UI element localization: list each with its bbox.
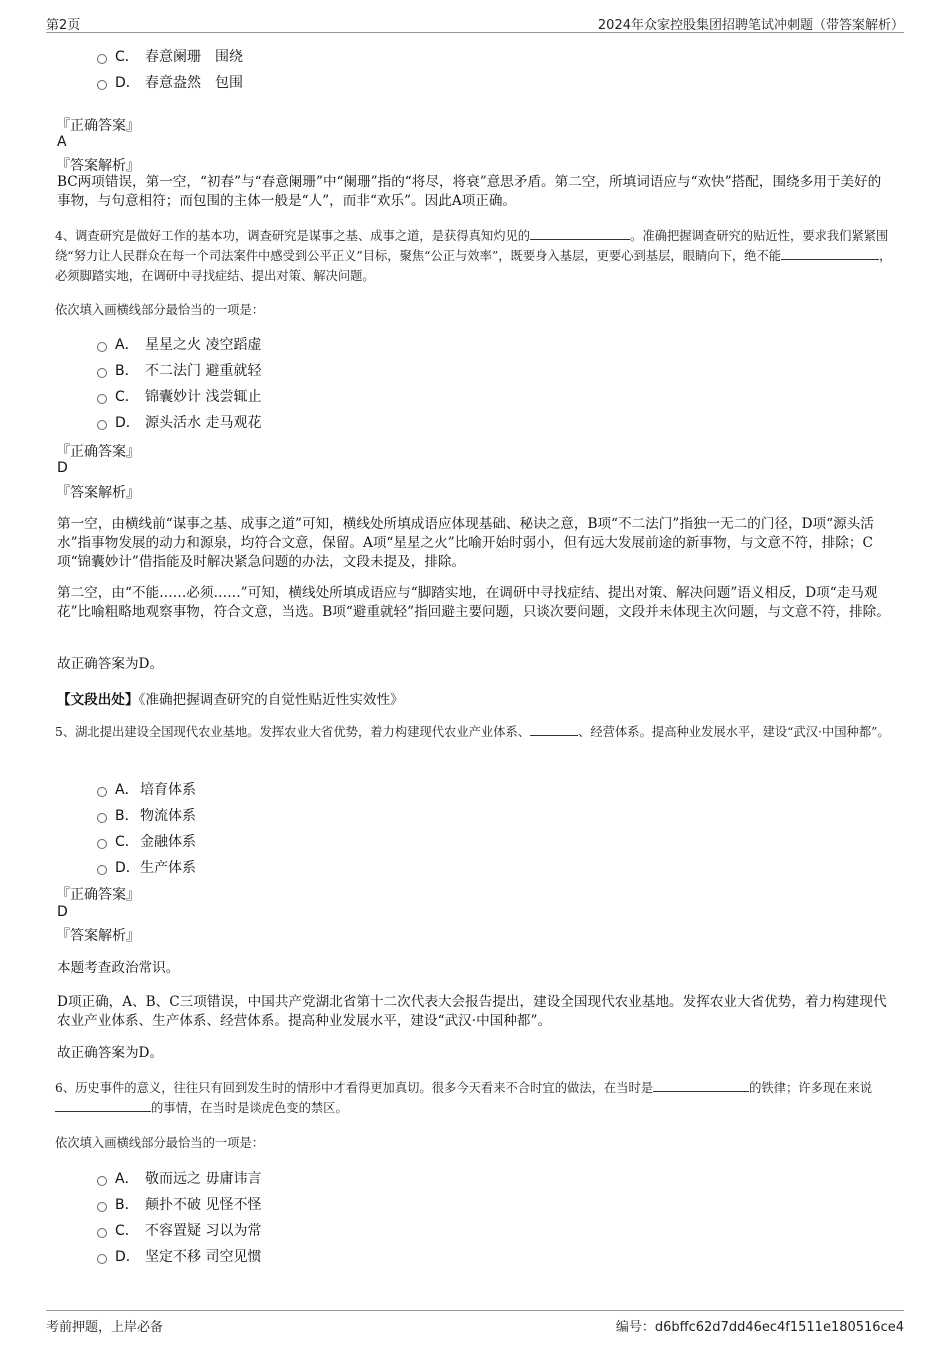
q4-analysis-p2: 第二空，由“不能……必须……”可知，横线处所填成语应与“脚踏实地，在调研中寻找症结、提出对策、解决问题”语义相反，D项“走马观花”比喻粗略地观察事物，符合文意，当选。B项“避重就轻”指回避主要问题，只谈次要问题，文段并未体现主次问题，与文意不符，排除。	[57, 585, 890, 620]
q3-answer: A	[57, 134, 67, 150]
q5-analysis-p3: 故正确答案为D。	[57, 1045, 164, 1061]
radio-icon[interactable]	[97, 787, 107, 797]
radio-icon[interactable]	[97, 394, 107, 404]
footer-slogan: 考前押题，上岸必备	[46, 1320, 164, 1335]
q6-option-b[interactable]: B． 颠扑不破 见怪不怪	[97, 1194, 261, 1214]
q5-option-c[interactable]: C． 金融体系	[97, 831, 196, 851]
q4-option-d[interactable]: D． 源头活水 走马观花	[97, 412, 261, 432]
q3-analysis-label: 『答案解析』	[56, 158, 140, 174]
blank-line	[781, 247, 879, 260]
q5-analysis-label: 『答案解析』	[56, 928, 140, 944]
radio-icon[interactable]	[97, 865, 107, 875]
q5-analysis-p2: D项正确，A、B、C三项错误，中国共产党湖北省第十二次代表大会报告提出，建设全国现代农业基地。发挥农业大省优势，着力构建现代农业产业体系、生产体系、经营体系。提高种业发展水平，建设“武汉·中国种都”。	[57, 994, 887, 1029]
q4-analysis-p1: 第一空，由横线前“谋事之基、成事之道”可知，横线处所填成语应体现基础、秘诀之意，B项“不二法门”指独一无二的门径，D项“源头活水”指事物发展的动力和源泉，均符合文意，保留。A项“星星之火”比喻开始时弱小，但有远大发展前途的新事物，与文意不符，排除；C项“锦囊妙计”借指能及时解决紧急问题的办法，文段未提及，排除。	[57, 516, 874, 570]
document-title: 2024年众家控股集团招聘笔试冲刺题（带答案解析）	[597, 18, 904, 33]
q4-stem: 4、调查研究是做好工作的基本功，调查研究是谋事之基、成事之道，是获得真知灼见的 。准确把握调查研究的贴近性，要求我们紧紧围绕“努力让人民群众在每一个司法案件中感受到公平正义”目标，聚焦“公正与效率”，既要身入基层，更要心到基层，眼睛向下，绝不能 ，必须脚踏实地，在调研中寻找症结、提出对策、解决问题。	[55, 229, 892, 283]
radio-icon[interactable]	[97, 1202, 107, 1212]
q4-prompt: 依次填入画横线部分最恰当的一项是：	[55, 303, 265, 317]
q6-option-d[interactable]: D． 坚定不移 司空见惯	[97, 1246, 261, 1266]
q4-option-c[interactable]: C． 锦囊妙计 浅尝辄止	[97, 386, 261, 406]
radio-icon[interactable]	[97, 342, 107, 352]
q6-option-a[interactable]: A． 敬而远之 毋庸讳言	[97, 1168, 261, 1188]
q5-analysis-p1: 本题考查政治常识。	[57, 960, 180, 976]
q5-option-b[interactable]: B． 物流体系	[97, 805, 196, 825]
q4-answer: D	[57, 460, 68, 476]
q6-stem: 6、历史事件的意义，往往只有回到发生时的情形中才看得更加真切。很多今天看来不合时宜的做法，在当时是 的铁律；许多现在来说的事情，在当时是谈虎色变的禁区。	[55, 1081, 873, 1115]
radio-icon[interactable]	[97, 1176, 107, 1186]
q5-option-a[interactable]: A． 培育体系	[97, 779, 196, 799]
q6-prompt: 依次填入画横线部分最恰当的一项是：	[55, 1136, 265, 1150]
q4-answer-label: 『正确答案』	[56, 444, 140, 460]
q3-option-d[interactable]: D． 春意盎然 包围	[97, 72, 243, 92]
page-header	[46, 12, 904, 33]
q5-answer: D	[57, 904, 68, 920]
blank-line	[653, 1079, 749, 1092]
radio-icon[interactable]	[97, 54, 107, 64]
q6-option-c[interactable]: C． 不容置疑 习以为常	[97, 1220, 261, 1240]
q4-option-b[interactable]: B． 不二法门 避重就轻	[97, 360, 261, 380]
blank-line	[530, 227, 630, 240]
q5-stem: 5、湖北提出建设全国现代农业基地。发挥农业大省优势，着力构建现代农业产业体系、 、经营体系。提高种业发展水平，建设“武汉·中国种都”。	[55, 725, 890, 739]
q4-source: 【文段出处】《准确把握调查研究的自觉性贴近性实效性》	[57, 692, 404, 708]
radio-icon[interactable]	[97, 1254, 107, 1264]
q3-answer-label: 『正确答案』	[56, 118, 140, 134]
radio-icon[interactable]	[97, 839, 107, 849]
document-code: 编号：d6bffc62d7dd46ec4f1511e180516ce4	[615, 1320, 904, 1335]
q3-option-c[interactable]: C． 春意阑珊 围绕	[97, 46, 243, 66]
blank-line	[530, 723, 578, 736]
page-footer	[46, 1310, 904, 1337]
radio-icon[interactable]	[97, 420, 107, 430]
q5-option-d[interactable]: D． 生产体系	[97, 857, 196, 877]
q4-analysis-p3: 故正确答案为D。	[57, 656, 164, 672]
radio-icon[interactable]	[97, 1228, 107, 1238]
radio-icon[interactable]	[97, 813, 107, 823]
radio-icon[interactable]	[97, 80, 107, 90]
q4-analysis-label: 『答案解析』	[56, 485, 140, 501]
page-number: 第2页	[46, 18, 81, 33]
radio-icon[interactable]	[97, 368, 107, 378]
q4-option-a[interactable]: A． 星星之火 凌空蹈虚	[97, 334, 261, 354]
q5-answer-label: 『正确答案』	[56, 887, 140, 903]
q3-analysis: BC两项错误，第一空，“初春”与“春意阑珊”中“阑珊”指的“将尽，将衰”意思矛盾。第二空，所填词语应与“欢快”搭配，围绕多用于美好的事物，与句意相符；而包围的主体一般是“人”，而非“欢乐”。因此A项正确。	[57, 174, 882, 209]
blank-line	[55, 1099, 151, 1112]
